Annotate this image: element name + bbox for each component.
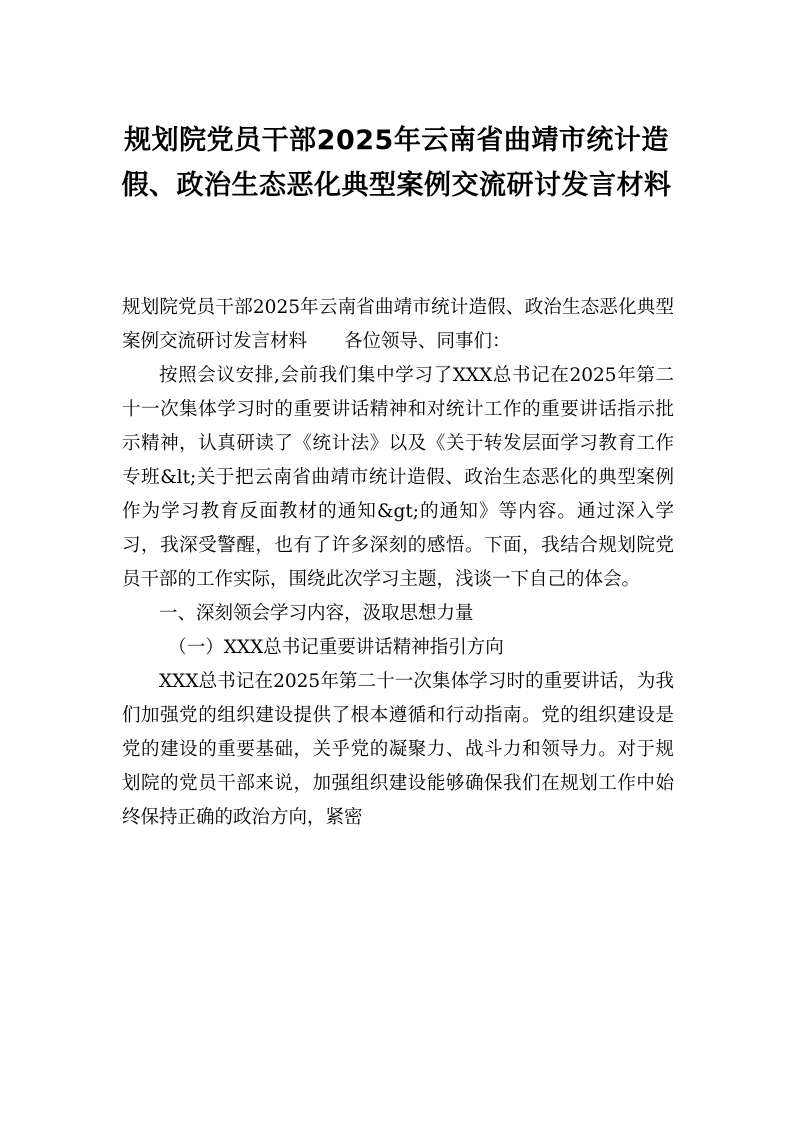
intro-paragraph: 规划院党员干部2025年云南省曲靖市统计造假、政治生态恶化典型案例交流研讨发言材料 各位领导、同事们： — [122, 297, 674, 352]
subsection-heading: （一）XXX总书记重要讲话精神指引方向 — [168, 637, 504, 658]
section-heading: 一、深刻领会学习内容，汲取思想力量 — [159, 603, 474, 624]
body-paragraph: 按照会议安排,会前我们集中学习了XXX总书记在2025年第二十一次集体学习时的重要讲话精神和对统计工作的重要讲话指示批示精神，认真研读了《统计法》以及《关于转发层面学习教育工作专班&lt;关于把云南省曲靖市统计造假、政治生态恶化的典型案例作为学习教育反面教材的通知&gt;的通知》等内容。通过深入学习，我深受警醒，也有了许多深刻的感悟。下面，我结合规划院党员干部的工作实际，围绕此次学习主题，浅谈一下自己的体会。 — [122, 365, 674, 590]
body-paragraph: XXX总书记在2025年第二十一次集体学习时的重要讲话，为我们加强党的组织建设提供了根本遵循和行动指南。党的组织建设是党的建设的重要基础，关乎党的凝聚力、战斗力和领导力。对于规划院的党员干部来说，加强组织建设能够确保我们在规划工作中始终保持正确的政治方向，紧密 — [122, 671, 674, 828]
document-title: 规划院党员干部2025年云南省曲靖市统计造假、政治生态恶化典型案例交流研讨发言材料 — [121, 125, 672, 201]
document-body — [122, 291, 674, 835]
